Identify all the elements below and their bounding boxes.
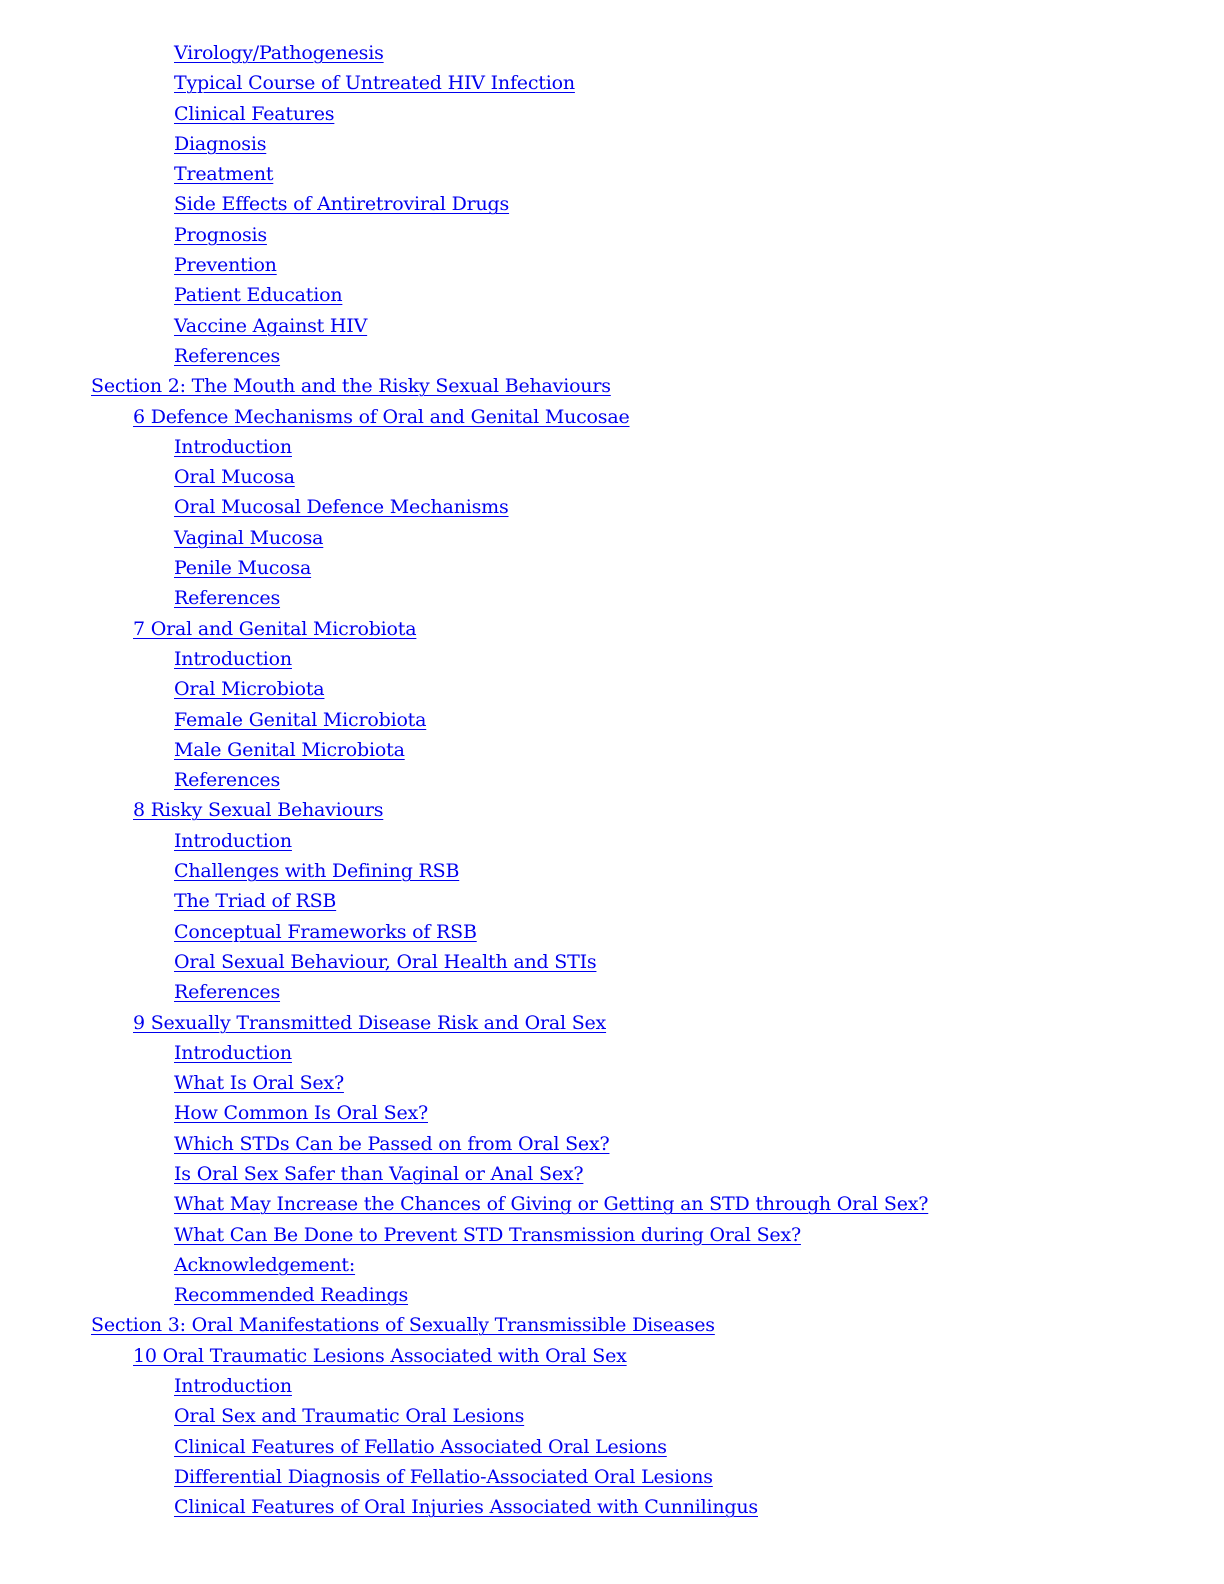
toc-subsection-link[interactable]: References — [174, 981, 281, 1004]
toc-section-link[interactable]: Section 2: The Mouth and the Risky Sexual Behaviours — [91, 375, 611, 398]
toc-subsection-link[interactable]: Introduction — [174, 829, 292, 852]
toc-subsection-link[interactable]: Female Genital Microbiota — [174, 708, 427, 731]
toc-subsection-link[interactable]: How Common Is Oral Sex? — [174, 1102, 428, 1125]
toc-subsection-link[interactable]: Recommended Readings — [174, 1284, 409, 1307]
toc-chapter-link[interactable]: 10 Oral Traumatic Lesions Associated with Oral Sex — [133, 1344, 627, 1367]
toc-subsection-link[interactable]: Differential Diagnosis of Fellatio-Associated Oral Lesions — [174, 1465, 713, 1488]
toc-chapter-link[interactable]: 6 Defence Mechanisms of Oral and Genital Mucosae — [133, 405, 630, 428]
toc-subsection-link[interactable]: Introduction — [174, 1041, 292, 1064]
toc-chapter-link[interactable]: 9 Sexually Transmitted Disease Risk and Oral Sex — [133, 1011, 607, 1034]
toc-subsection-link[interactable]: Virology/Pathogenesis — [174, 42, 384, 64]
toc-subsection-link[interactable]: Diagnosis — [174, 132, 267, 155]
toc-subsection-link[interactable]: References — [174, 344, 281, 367]
toc-subsection-link[interactable]: Clinical Features — [174, 102, 335, 125]
toc-subsection-link[interactable]: What May Increase the Chances of Giving or Getting an STD through Oral Sex? — [174, 1193, 929, 1216]
toc-subsection-link[interactable]: References — [174, 587, 281, 610]
toc-subsection-link[interactable]: Side Effects of Antiretroviral Drugs — [174, 193, 510, 216]
toc-subsection-link[interactable]: What Is Oral Sex? — [174, 1072, 344, 1095]
toc-subsection-link[interactable]: References — [174, 769, 281, 792]
toc-subsection-link[interactable]: Penile Mucosa — [174, 557, 312, 580]
toc-subsection-link[interactable]: Oral Mucosa — [174, 466, 295, 489]
toc-subsection-link[interactable]: Acknowledgement: — [174, 1253, 356, 1276]
toc-subsection-link[interactable]: Introduction — [174, 647, 292, 670]
toc-subsection-link[interactable]: Prognosis — [174, 223, 267, 246]
toc-subsection-link[interactable]: Challenges with Defining RSB — [174, 860, 460, 883]
toc-subsection-link[interactable]: Typical Course of Untreated HIV Infection — [174, 72, 575, 95]
toc-subsection-link[interactable]: Conceptual Frameworks of RSB — [174, 920, 477, 943]
toc-subsection-link[interactable]: Oral Microbiota — [174, 678, 325, 701]
toc-section-link[interactable]: Section 3: Oral Manifestations of Sexually Transmissible Diseases — [91, 1314, 715, 1337]
toc-subsection-link[interactable]: Vaginal Mucosa — [174, 526, 324, 549]
toc-subsection-link[interactable]: Is Oral Sex Safer than Vaginal or Anal Sex? — [174, 1162, 584, 1185]
table-of-contents — [0, 38, 1224, 1523]
toc-subsection-link[interactable]: Which STDs Can be Passed on from Oral Sex? — [174, 1132, 610, 1155]
toc-subsection-link[interactable]: Clinical Features of Fellatio Associated Oral Lesions — [174, 1435, 667, 1458]
toc-subsection-link[interactable]: Oral Mucosal Defence Mechanisms — [174, 496, 509, 519]
toc-chapter-link[interactable]: 8 Risky Sexual Behaviours — [133, 799, 384, 822]
toc-subsection-link[interactable]: Male Genital Microbiota — [174, 738, 405, 761]
toc-subsection-link[interactable]: Introduction — [174, 1375, 292, 1398]
toc-subsection-link[interactable]: Introduction — [174, 435, 292, 458]
toc-subsection-link[interactable]: Clinical Features of Oral Injuries Associated with Cunnilingus — [174, 1496, 758, 1519]
toc-subsection-link[interactable]: Patient Education — [174, 284, 343, 307]
toc-subsection-link[interactable]: Prevention — [174, 254, 277, 277]
toc-subsection-link[interactable]: What Can Be Done to Prevent STD Transmission during Oral Sex? — [174, 1223, 801, 1246]
toc-subsection-link[interactable]: Oral Sex and Traumatic Oral Lesions — [174, 1405, 525, 1428]
toc-subsection-link[interactable]: Treatment — [174, 163, 274, 186]
toc-subsection-link[interactable]: The Triad of RSB — [174, 890, 337, 913]
toc-subsection-link[interactable]: Oral Sexual Behaviour, Oral Health and STIs — [174, 950, 597, 973]
toc-chapter-link[interactable]: 7 Oral and Genital Microbiota — [133, 617, 417, 640]
toc-subsection-link[interactable]: Vaccine Against HIV — [174, 314, 368, 337]
